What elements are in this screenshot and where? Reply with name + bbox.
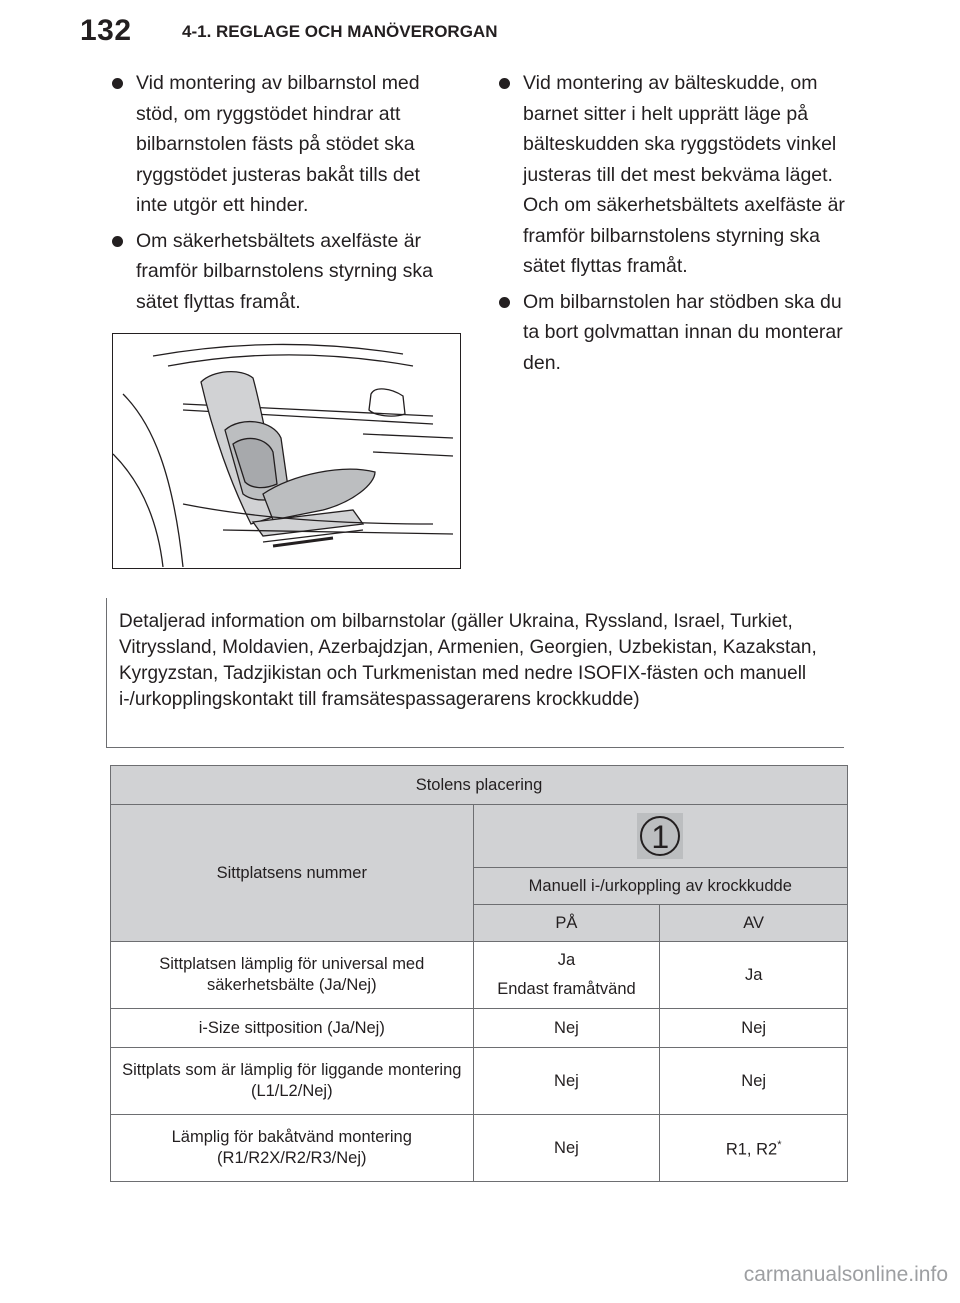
child-seat-table (110, 765, 848, 1182)
bullet-dot-icon (499, 78, 510, 89)
right-column (497, 68, 847, 383)
seat-number-cell (473, 805, 847, 868)
row-value-on: Nej (473, 1009, 660, 1048)
bullet-text: Vid montering av bälteskudde, om barnet sitter i helt upprätt läge på bälteskudden ska ryggstödets vinkel justeras till det mest bekväma läget. Och om säkerhetsbältets axelfäste är framför bilbarnstolens styrning ska sätet flyttas framåt. (523, 72, 845, 277)
row-value-off-text: R1, R2 (725, 1140, 778, 1159)
table-row (111, 805, 848, 868)
bullet-dot-icon (499, 297, 510, 308)
child-seat-in-car-illustration (112, 333, 461, 569)
bullet-text: Om säkerhetsbältets axelfäste är framför bilbarnstolens styrning ska sätet flyttas framåt. (136, 229, 433, 313)
switch-on-header: PÅ (473, 905, 660, 942)
info-box (106, 598, 844, 748)
table-row (111, 1009, 848, 1048)
row-label: Sittplatsen lämplig för universal med säkerhetsbälte (Ja/Nej) (111, 942, 474, 1009)
row-value-on-line1: Ja (557, 951, 576, 969)
row-value-off (660, 1115, 848, 1182)
child-seat-illustration-icon (113, 334, 459, 567)
page-number: 132 (80, 14, 132, 47)
bullet-text: Vid montering av bilbarnstol med stöd, om ryggstödet hindrar att bilbarnstolen fästs på stödet ska ryggstödet justeras bakåt tills det inte utgör ett hinder. (136, 72, 420, 216)
info-box-text: Detaljerad information om bilbarnstolar (gäller Ukraina, Ryssland, Israel, Turkiet, Vitryssland, Moldavien, Azerbajdzjan, Armenien, Georgien, Uzbekistan, Kazakstan, Kyrgyzstan, Tadzjikistan och Turkmenistan med nedre ISOFIX-fästen och manuell i-/urkopplingskontakt till framsätespassagerarens krockkudde) (119, 611, 817, 710)
watermark: carmanualsonline.info (743, 1263, 948, 1286)
airbag-switch-label: Manuell i-/urkoppling av krockkudde (473, 868, 847, 905)
bullet-item (497, 287, 847, 379)
row-value-on (473, 942, 660, 1009)
bullet-item (110, 68, 455, 221)
row-value-on: Nej (473, 1048, 660, 1115)
seat-number-badge-wrap (637, 813, 683, 859)
bullet-item (110, 226, 455, 318)
left-column (110, 68, 455, 322)
row-value-on-line2: Endast framåtvänd (497, 980, 636, 998)
row-value-off: Nej (660, 1009, 848, 1048)
table-row (111, 1115, 848, 1182)
table-row (111, 1048, 848, 1115)
row-label: Sittplats som är lämplig för liggande montering (L1/L2/Nej) (111, 1048, 474, 1115)
page-header (0, 0, 960, 62)
bullet-dot-icon (112, 78, 123, 89)
table-row (111, 942, 848, 1009)
switch-off-header: AV (660, 905, 848, 942)
row-value-off: Nej (660, 1048, 848, 1115)
row-label: i-Size sittposition (Ja/Nej) (111, 1009, 474, 1048)
row-label: Lämplig för bakåtvänd montering (R1/R2X/R2/R3/Nej) (111, 1115, 474, 1182)
row-value-off: Ja (660, 942, 848, 1009)
table-row (111, 766, 848, 805)
bullet-dot-icon (112, 236, 123, 247)
footnote-marker: * (777, 1139, 782, 1152)
row-value-on: Nej (473, 1115, 660, 1182)
chapter-title: 4-1. REGLAGE OCH MANÖVERORGAN (182, 22, 498, 41)
bullet-item (497, 68, 847, 282)
seat-number-label: Sittplatsens nummer (111, 805, 474, 942)
bullet-text: Om bilbarnstolen har stödben ska du ta bort golvmattan innan du monterar den. (523, 290, 843, 374)
seat-number-badge: 1 (640, 816, 680, 856)
table-header-title: Stolens placering (111, 766, 848, 805)
